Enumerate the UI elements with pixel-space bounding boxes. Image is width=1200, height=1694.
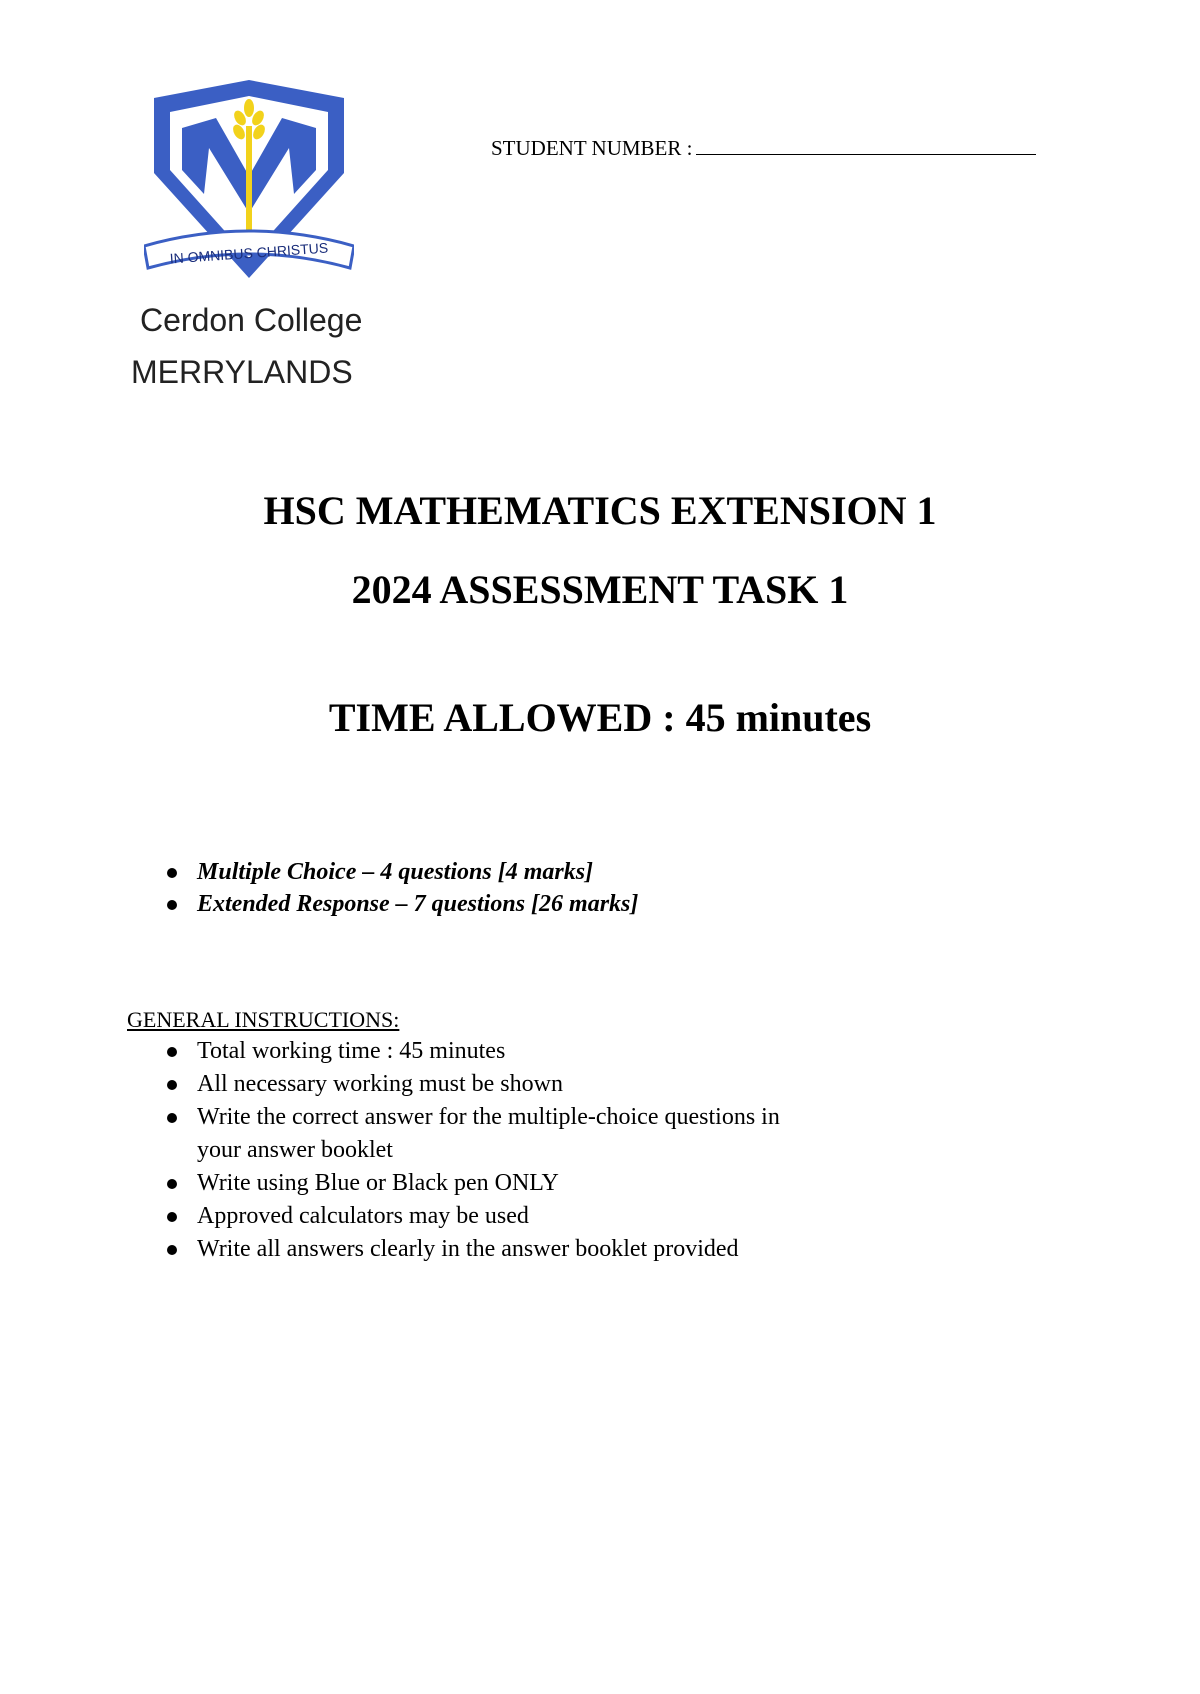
bullet-icon (167, 900, 177, 910)
student-number-blank-line[interactable] (696, 136, 1036, 155)
section-summary-list (163, 856, 638, 920)
list-item: Approved calculators may be used (163, 1200, 780, 1233)
college-name: Cerdon College (140, 302, 363, 338)
bullet-icon (167, 1245, 177, 1255)
list-item: All necessary working must be shown (163, 1068, 780, 1101)
list-item: Write using Blue or Black pen ONLY (163, 1167, 780, 1200)
bullet-icon (167, 1080, 177, 1090)
school-crest-logo (144, 78, 354, 288)
list-item: Extended Response – 7 questions [26 marks] (163, 888, 638, 920)
bullet-icon (167, 868, 177, 878)
list-item: Multiple Choice – 4 questions [4 marks] (163, 856, 638, 888)
svg-text:IN OMNIBUS CHRISTUS: IN OMNIBUS CHRISTUS (169, 239, 329, 267)
bullet-icon (167, 1047, 177, 1057)
bullet-icon (167, 1212, 177, 1222)
time-allowed: TIME ALLOWED : 45 minutes (328, 695, 872, 740)
general-instructions-heading: GENERAL INSTRUCTIONS: (127, 1007, 400, 1032)
course-title: HSC MATHEMATICS EXTENSION 1 (263, 488, 937, 533)
task-title: 2024 ASSESSMENT TASK 1 (351, 567, 849, 612)
student-number-field (491, 136, 1036, 161)
bullet-icon (167, 1113, 177, 1123)
college-suburb: MERRYLANDS (131, 354, 353, 390)
list-item: Total working time : 45 minutes (163, 1035, 780, 1068)
general-instructions-list (163, 1035, 780, 1266)
list-item: Write all answers clearly in the answer booklet provided (163, 1233, 780, 1266)
list-item: Write the correct answer for the multiple-choice questions in your answer booklet (163, 1101, 780, 1167)
bullet-icon (167, 1179, 177, 1189)
student-number-label: STUDENT NUMBER : (491, 136, 693, 160)
